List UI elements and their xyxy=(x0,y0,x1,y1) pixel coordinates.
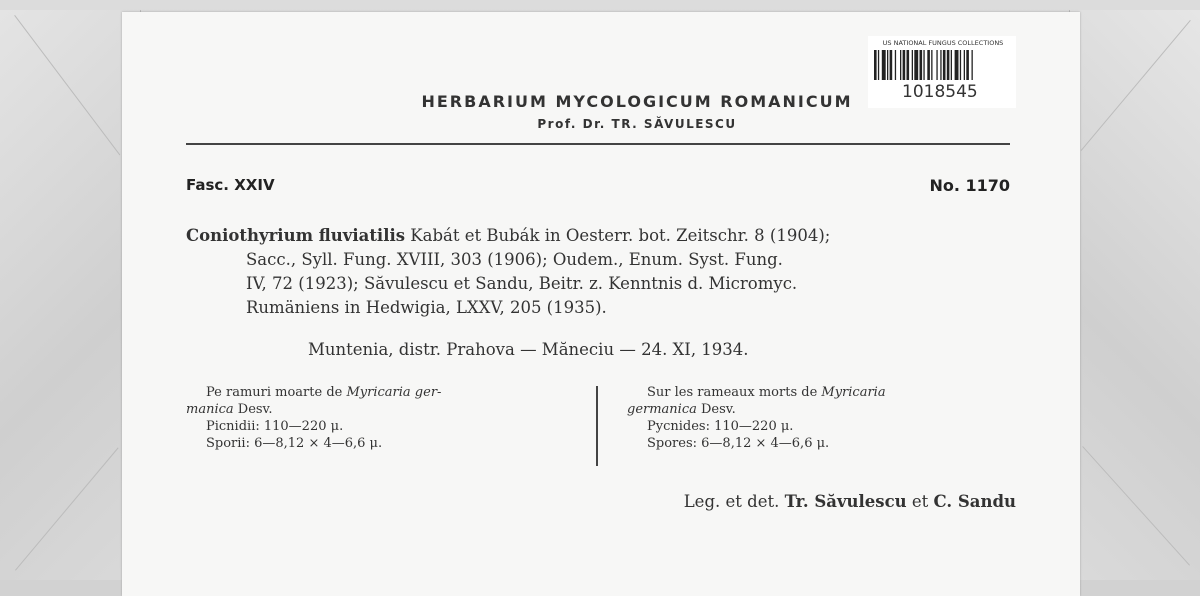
host-author: Desv. xyxy=(233,402,273,417)
barcode-bar xyxy=(912,50,913,80)
citation-text: Kabát et Bubák in Oesterr. bot. Zeitschr. 8 (1904); xyxy=(405,226,831,245)
barcode-bar xyxy=(936,50,937,80)
host-prefix: Pe ramuri moarte de xyxy=(206,385,347,400)
species-citation xyxy=(186,224,1016,320)
barcode-bar xyxy=(947,50,950,80)
barcode-bar xyxy=(931,50,932,80)
collector-name: C. Sandu xyxy=(933,492,1016,511)
barcode-bar xyxy=(895,50,896,80)
collector-prefix: Leg. et det. xyxy=(683,492,785,511)
barcode-bar xyxy=(972,50,973,80)
barcode-icon xyxy=(874,50,1010,80)
barcode-bar xyxy=(927,50,930,80)
barcode-bar xyxy=(966,50,969,80)
barcode-bar xyxy=(955,50,959,80)
header-rule xyxy=(186,143,1010,145)
specimen-number: No. 1170 xyxy=(929,176,1010,195)
barcode-bar xyxy=(887,50,888,80)
collector-name: Tr. Săvulescu xyxy=(784,492,907,511)
barcode-bar xyxy=(874,50,877,80)
french-description xyxy=(627,384,1027,452)
host-species: germanica xyxy=(627,402,697,417)
barcode-bar xyxy=(878,50,879,80)
barcode-bar xyxy=(940,50,941,80)
host-line xyxy=(627,401,1027,418)
host-species: manica xyxy=(186,402,234,417)
collector-joiner: et xyxy=(906,492,934,511)
barcode-bar xyxy=(920,50,923,80)
barcode-bar xyxy=(951,50,952,80)
spore-measure: Spores: 6—8,12 × 4—6,6 μ. xyxy=(647,436,830,451)
barcode-bar xyxy=(960,50,961,80)
barcode-bar xyxy=(907,50,910,80)
collection-locality: Muntenia, distr. Prahova — Măneciu — 24. XI, 1934. xyxy=(308,340,749,359)
barcode-bar xyxy=(943,50,946,80)
citation-line: Rumäniens in Hedwigia, LXXV, 205 (1935). xyxy=(246,298,607,317)
barcode-tag xyxy=(868,36,1016,108)
collector-line xyxy=(684,492,1016,511)
barcode-number: 1018545 xyxy=(902,82,978,102)
host-genus: Myricaria xyxy=(821,385,886,400)
barcode-bar xyxy=(903,50,906,80)
envelope-flap-left xyxy=(0,10,141,580)
host-author: Desv. xyxy=(696,402,736,417)
host-line xyxy=(206,384,596,401)
barcode-institution: US NATIONAL FUNGUS COLLECTIONS xyxy=(882,39,1004,47)
citation-line: Sacc., Syll. Fung. XVIII, 303 (1906); Oudem., Enum. Syst. Fung. xyxy=(246,250,783,269)
pycnidia-measure: Pycnides: 110—220 μ. xyxy=(647,419,794,434)
host-line xyxy=(627,384,1027,401)
host-prefix: Sur les rameaux morts de xyxy=(647,385,822,400)
envelope-flap-right xyxy=(1069,10,1200,580)
herbarium-title: HERBARIUM MYCOLOGICUM ROMANICUM xyxy=(421,92,853,111)
barcode-bar xyxy=(914,50,918,80)
barcode-bar xyxy=(890,50,893,80)
romanian-description xyxy=(186,384,596,452)
barcode-bar xyxy=(900,50,901,80)
fascicle-number: Fasc. XXIV xyxy=(186,176,275,194)
column-divider xyxy=(596,386,598,466)
barcode-bar xyxy=(882,50,886,80)
spore-measure: Sporii: 6—8,12 × 4—6,6 μ. xyxy=(206,436,383,451)
citation-line xyxy=(186,224,1016,248)
pycnidia-measure: Picnidii: 110—220 μ. xyxy=(206,419,344,434)
species-name: Coniothyrium fluviatilis xyxy=(186,226,406,245)
citation-line: IV, 72 (1923); Săvulescu et Sandu, Beitr. z. Kenntnis d. Micromyc. xyxy=(246,274,798,293)
host-line xyxy=(186,401,596,418)
barcode-bar xyxy=(923,50,924,80)
barcode-bar xyxy=(964,50,965,80)
herbarium-director: Prof. Dr. TR. SĂVULESCU xyxy=(537,117,737,131)
host-genus: Myricaria ger- xyxy=(346,385,442,400)
